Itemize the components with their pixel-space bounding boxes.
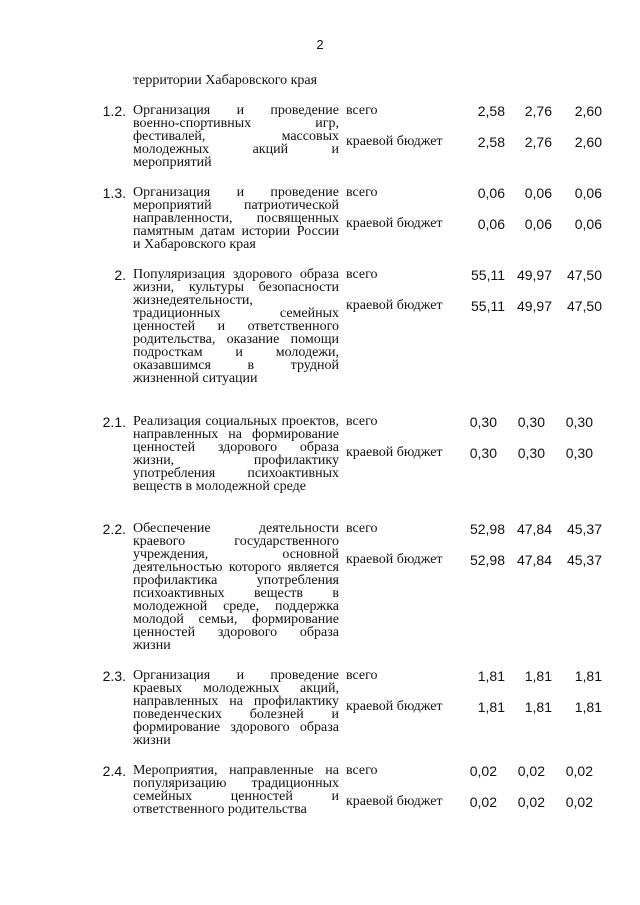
value-total-2: 0,02 [517,763,545,779]
value-budget-1: 0,30 [469,445,497,461]
value-budget-1: 1,81 [477,699,505,715]
source-budget: краевой бюджет [346,445,443,460]
value-budget-2: 0,02 [517,794,545,810]
value-budget-2: 1,81 [524,699,552,715]
value-total-1: 0,06 [477,185,505,201]
row-name: Мероприятия, направленные на популяризацию традиционных семейных ценностей и ответственного родительства [133,763,339,817]
value-total-1: 0,02 [469,763,497,779]
row-number: 2.1. [102,414,126,430]
value-total-3: 47,50 [566,267,602,283]
value-total-3: 2,60 [574,103,602,119]
row-name: Обеспечение деятельности краевого государственного учреждения, основной деятельностью которого является профилактика употребления психоактивных веществ в молодежной среде, поддержка молодой семьи, формирование ценностей здорового образа жизни [133,521,339,653]
value-budget-2: 49,97 [516,298,552,314]
row-name: Организация и проведение военно-спортивных игр, фестивалей, массовых молодежных акций и мероприятий [133,103,339,170]
source-total: всего [346,521,378,536]
row-number: 2. [114,267,126,283]
value-budget-1: 0,06 [477,216,505,232]
source-total: всего [346,103,378,118]
row-number: 1.3. [102,185,126,201]
value-budget-1: 55,11 [471,298,505,314]
value-budget-1: 0,02 [469,794,497,810]
value-total-3: 0,02 [565,763,593,779]
value-total-1: 52,98 [469,521,505,537]
value-budget-1: 52,98 [469,552,505,568]
source-total: всего [346,414,378,429]
value-budget-3: 0,02 [565,794,593,810]
source-total: всего [346,763,378,778]
source-total: всего [346,185,378,200]
row-number: 1.2. [102,103,126,119]
value-budget-3: 1,81 [574,699,602,715]
value-total-1: 1,81 [477,668,505,684]
source-budget: краевой бюджет [346,552,443,567]
value-total-1: 0,30 [469,414,497,430]
source-total: всего [346,267,378,282]
value-budget-1: 2,58 [477,134,505,150]
value-total-2: 0,06 [524,185,552,201]
source-budget: краевой бюджет [346,298,443,313]
row-name: Реализация социальных проектов, направленных на формирование ценностей здорового образа жизни, профилактику употребления психоактивных веществ в молодежной среде [133,414,339,494]
value-total-2: 2,76 [524,103,552,119]
value-total-1: 55,11 [471,267,505,283]
value-total-3: 0,06 [574,185,602,201]
source-budget: краевой бюджет [346,216,443,231]
row-name: Организация и проведение краевых молодежных акций, направленных на профилактику поведенческих болезней и формирование здорового образа жизни [133,668,339,748]
value-budget-3: 0,06 [574,216,602,232]
value-budget-3: 0,30 [565,445,593,461]
value-total-2: 49,97 [516,267,552,283]
row-number: 2.3. [102,668,126,684]
value-total-3: 0,30 [565,414,593,430]
row-name: Популяризация здорового образа жизни, культуры безопасности жизнедеятельности, традиционных семейных ценностей и ответственного родительства, оказание помощи подросткам и молодежи, оказавшимся в трудной жизненной ситуации [133,267,339,386]
value-budget-2: 2,76 [524,134,552,150]
source-total: всего [346,668,378,683]
source-budget: краевой бюджет [346,794,443,809]
value-total-1: 2,58 [477,103,505,119]
page-number: 2 [316,37,324,52]
value-budget-3: 47,50 [566,298,602,314]
row-name: Организация и проведение мероприятий патриотической направленности, посвященных памятным датам истории России и Хабаровского края [133,185,339,252]
source-budget: краевой бюджет [346,699,443,714]
value-budget-2: 47,84 [516,552,552,568]
row-number: 2.2. [102,521,126,537]
continuation-text: территории Хабаровского края [133,73,318,88]
value-total-3: 1,81 [574,668,602,684]
value-budget-3: 2,60 [574,134,602,150]
value-budget-2: 0,30 [517,445,545,461]
value-total-3: 45,37 [566,521,602,537]
row-number: 2.4. [102,763,126,779]
value-total-2: 47,84 [516,521,552,537]
value-budget-3: 45,37 [566,552,602,568]
value-total-2: 0,30 [517,414,545,430]
value-total-2: 1,81 [524,668,552,684]
source-budget: краевой бюджет [346,134,443,149]
value-budget-2: 0,06 [524,216,552,232]
